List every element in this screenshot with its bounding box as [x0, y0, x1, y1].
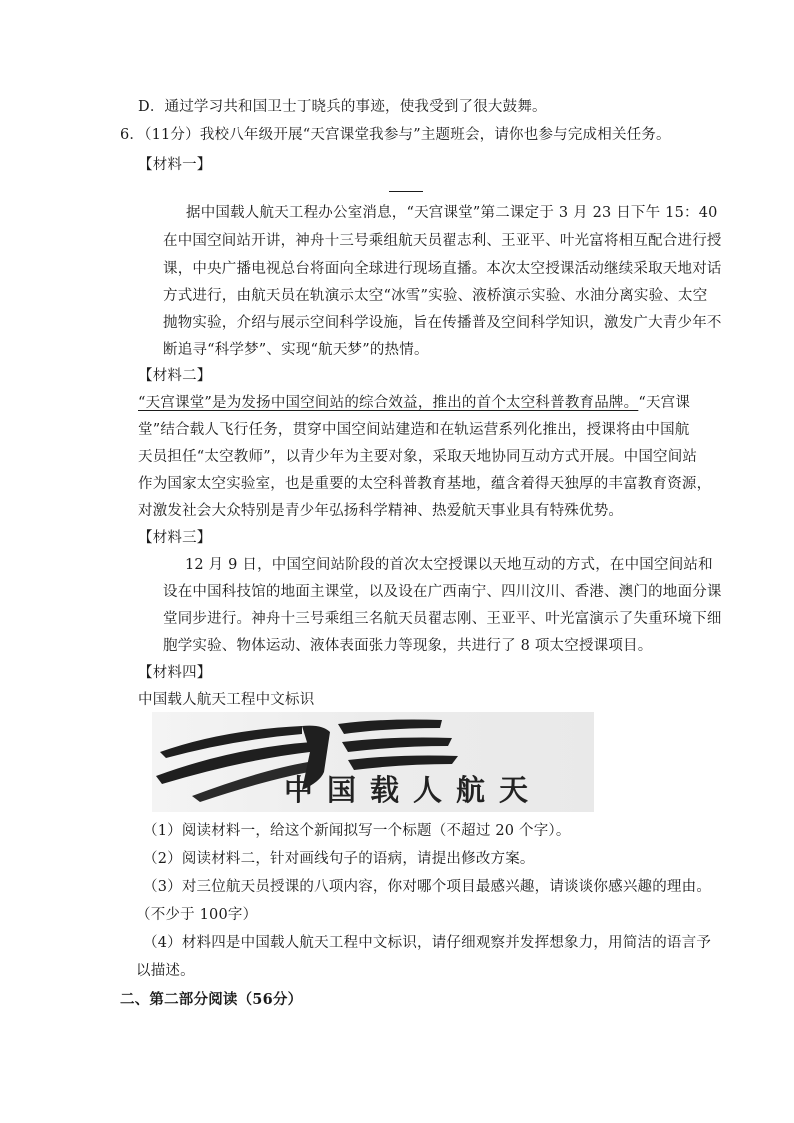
- question-6-stem: 6．（11分）我校八年级开展“天宫课堂我参与”主题班会，请你也参与完成相关任务。: [120, 127, 671, 143]
- sub-question-4-cont: 以描述。: [136, 963, 195, 979]
- material-2-line: 天员担任“太空教师”，以青少年为主要对象，采取天地协同互动方式开展。中国空间站: [138, 449, 698, 465]
- title-blank: [389, 191, 423, 192]
- material-1-line: 抛物实验，介绍与展示空间科学设施，旨在传播普及空间科学知识，激发广大青少年不: [163, 315, 722, 331]
- sub-question-2: （2）阅读材料二，针对画线句子的语病，请提出修改方案。: [143, 851, 535, 867]
- logo-caption: 中国载人航天工程中文标识: [138, 692, 315, 708]
- cmse-logo: [152, 712, 594, 812]
- material-2-line: 对激发社会大众特别是青少年弘扬科学精神、热爱航天事业具有特殊优势。: [138, 503, 624, 519]
- material-1-line: 方式进行，由航天员在轨演示太空“冰雪”实验、液桥演示实验、水油分离实验、太空: [163, 288, 708, 304]
- sub-question-4: （4）材料四是中国载人航天工程中文标识，请仔细观察并发挥想象力，用简洁的语言予: [143, 935, 712, 951]
- material-1-line: 据中国载人航天工程办公室消息，“天宫课堂”第二课定于 3 月 23 日下午 15：40: [186, 205, 718, 221]
- material-2-line-1: [138, 393, 690, 413]
- material-4-heading: 【材料四】: [138, 665, 212, 681]
- material-3-line: 设在中国科技馆的地面主课堂，以及设在广西南宁、四川汶川、香港、澳门的地面分课: [163, 584, 722, 600]
- logo-text: 中国载人航天: [284, 773, 543, 807]
- material-1-line: 断追寻“科学梦”、实现“航天梦”的热情。: [163, 342, 429, 358]
- material-3-line: 堂同步进行。神舟十三号乘组三名航天员翟志刚、王亚平、叶光富演示了失重环境下细: [163, 611, 722, 627]
- material-3-heading: 【材料三】: [138, 530, 212, 546]
- material-3-line: 胞学实验、物体运动、液体表面张力等现象，共进行了 8 项太空授课项目。: [163, 638, 653, 654]
- material-1-line: 在中国空间站开讲，神舟十三号乘组航天员翟志利、王亚平、叶光富将相互配合进行授: [163, 233, 722, 249]
- sub-question-1: （1）阅读材料一，给这个新闻拟写一个标题（不超过 20 个字）。: [143, 823, 571, 839]
- material-2-line-1-rest: “天宫课: [638, 395, 691, 411]
- sub-question-3-note: （不少于 100字）: [136, 907, 258, 923]
- sub-question-3: （3）对三位航天员授课的八项内容，你对哪个项目最感兴趣，请谈谈你感兴趣的理由。: [143, 879, 712, 895]
- material-1-heading: 【材料一】: [138, 157, 212, 173]
- material-1-line: 课，中央广播电视总台将面向全球进行现场直播。本次太空授课活动继续采取天地对话: [163, 261, 722, 277]
- material-3-line: 12 月 9 日，中国空间站阶段的首次太空授课以天地互动的方式，在中国空间站和: [185, 557, 713, 573]
- material-2-line: 作为国家太空实验室，也是重要的太空科普教育基地，蕴含着得天独厚的丰富教育资源，: [138, 476, 712, 492]
- material-2-line: 堂”结合载人飞行任务，贯穿中国空间站建造和在轨运营系列化推出，授课将由中国航: [138, 422, 690, 438]
- section-2-heading: 二、第二部分阅读（56分）: [120, 991, 303, 1008]
- underlined-sentence: “天宫课堂”是为发扬中国空间站的综合效益，推出的首个太空科普教育品牌。: [138, 395, 639, 411]
- material-2-heading: 【材料二】: [138, 368, 212, 384]
- option-d: D．通过学习共和国卫士丁晓兵的事迹，使我受到了很大鼓舞。: [138, 99, 547, 115]
